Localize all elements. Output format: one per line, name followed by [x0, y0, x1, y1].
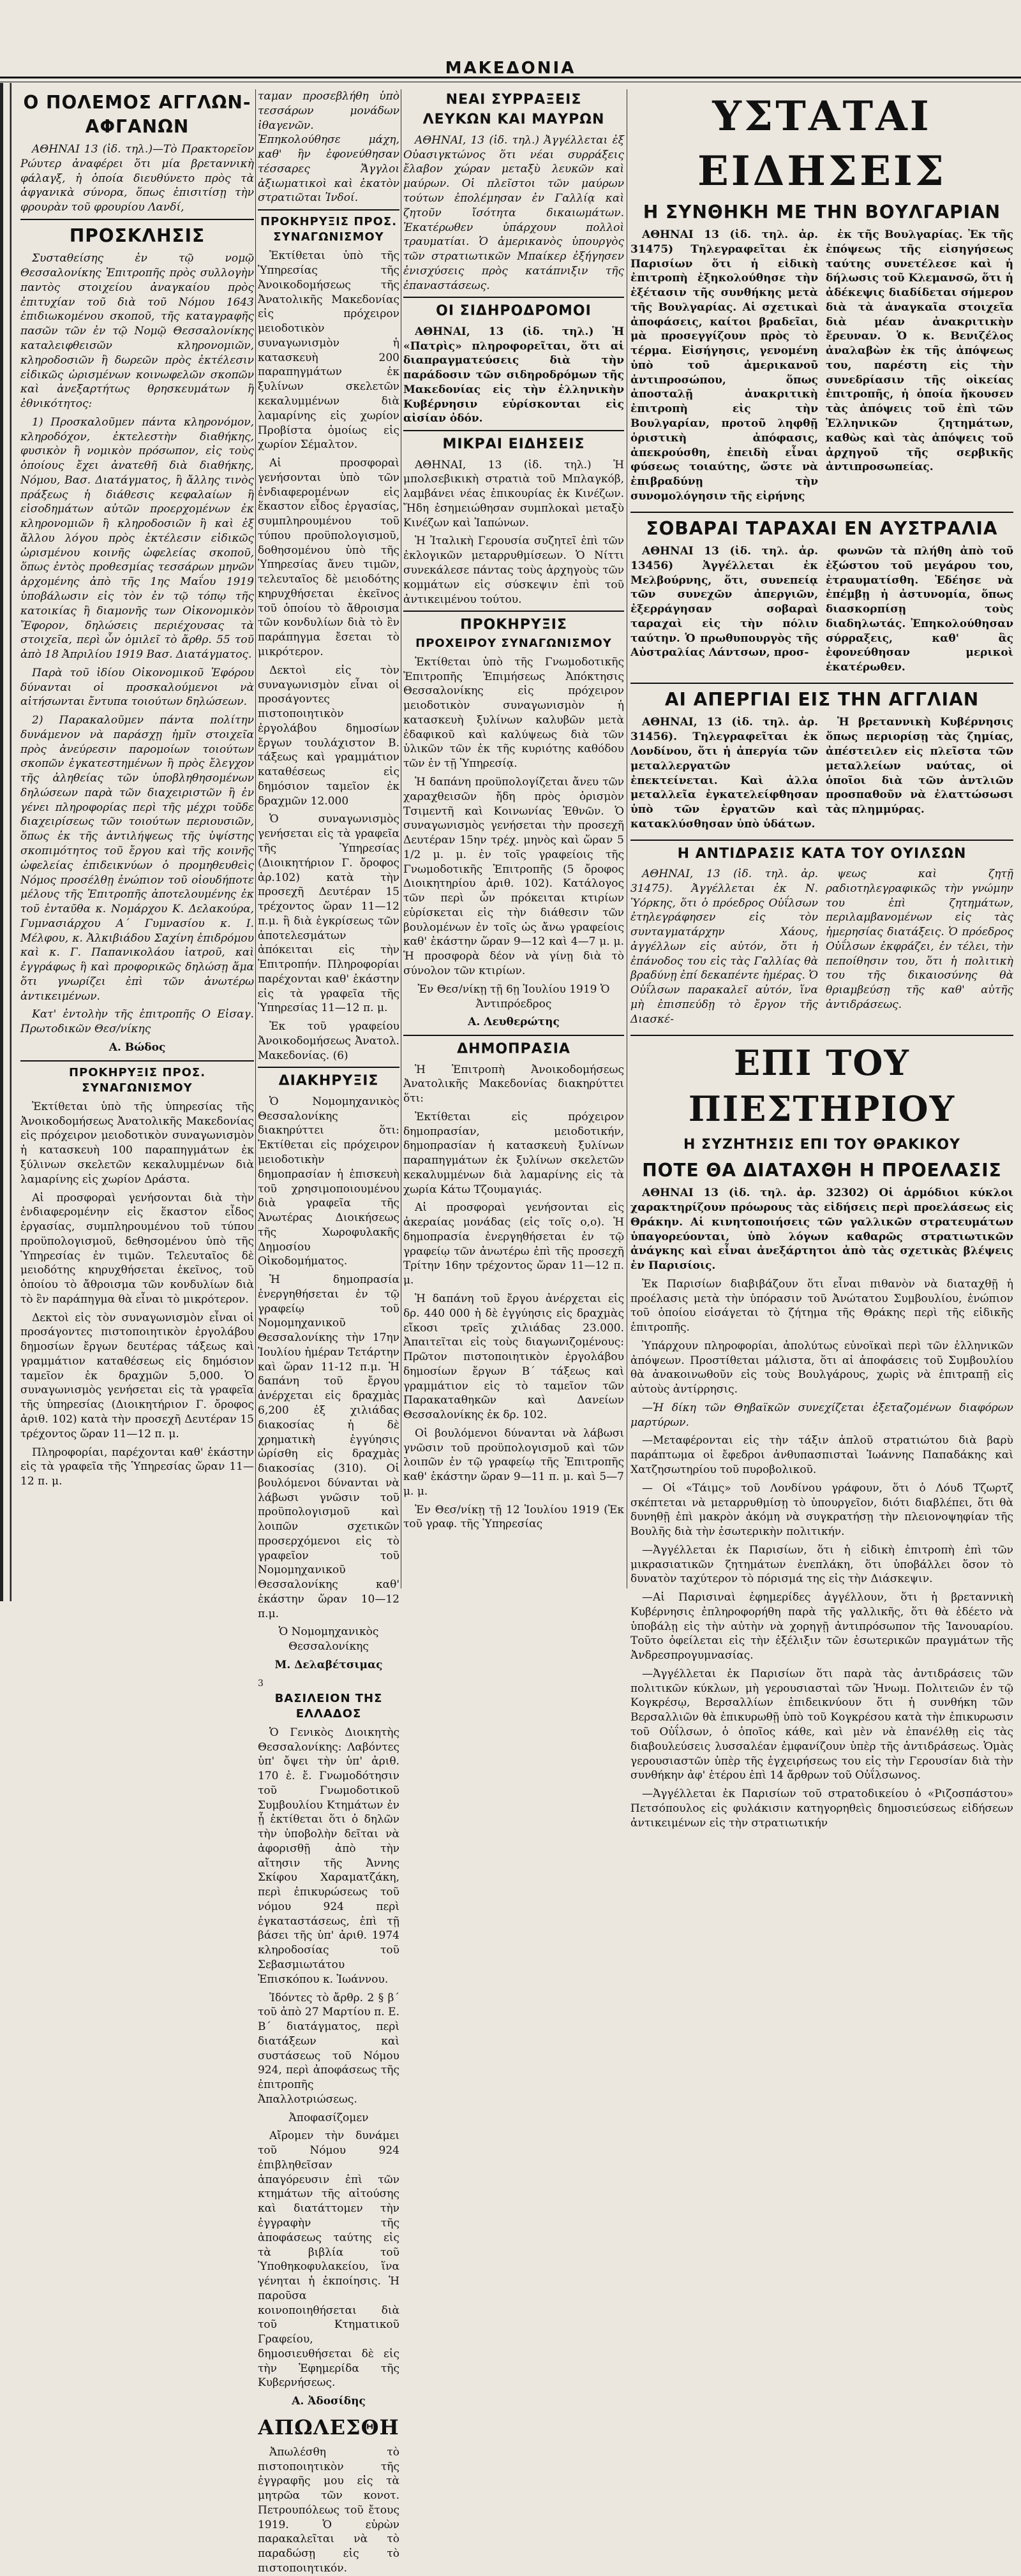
apergiai-body2: Ἡ βρεταννικὴ Κυβέρνησις ὅπως περιορίσῃ τὰς ζημίας, ἀπέστειλεν εἰς πλεῖστα τῶν μεταλλείων ναύτας, οἱ ὁποῖοι διὰ τῶν ἀντλιῶν προσπαθοῦν νὰ ἐλαττώσωσι τὰς πλημμύρας.: [826, 716, 1013, 817]
headline-prokiryxis: ΠΡΟΚΗΡΥΞΙΣ ΠΡΟΣ. ΣΥΝΑΓΩΝΙΣΜΟΥ: [260, 215, 398, 244]
prok-body3: Δεκτοὶ εἰς τὸν συναγωνισμὸν εἶναι οἱ προσάγοντες πιστοποιητικὸν ἐργολάβου δημοσίων ἔργων τουλάχιστον Β. τάξεως καὶ γραμμάτιον καταθέσεως εἰς δημόσιον ταμεῖον ἐκ δραχμῶν 12.000: [258, 663, 399, 808]
dimoprasia-body6: Ἐν Θεσ/νίκῃ τῇ 12 Ἰουλίου 1919 (Ἐκ τοῦ γραφ. τῆς Ὑπηρεσίας: [403, 1503, 624, 1531]
diak-body3: Ὁ Νομομηχανικὸς Θεσσαλονίκης: [278, 1625, 379, 1654]
article-war-cont: ταμαν προσεβλήθη ὑπὸ τεσσάρων μονάδων ἰθαγενῶν. Ἐπηκολούθησε μάχη, καθ' ἣν ἐφονεύθησαν τέσσαρες Ἄγγλοι ἀξιωματικοὶ καὶ ἑκατὸν στρατιῶται Ἰνδοί.: [258, 90, 399, 205]
rule: [630, 683, 1013, 684]
prok-col2-body3: Ἐν Θεσ/νίκῃ τῇ 6ῃ Ἰουλίου 1919 Ὁ Ἀντιπρόεδρος: [417, 982, 610, 1010]
proklisis-point-1: 1) Προσκαλοῦμεν πάντα κληρονόμον, κληροδόχον, ἐκτελεστὴν διαθήκης, φυσικὸν ἢ νομικὸν πρόσωπον, εἰς τοὺς ὁποίους ἔχει ἀνατεθῆ διὰ διαθήκης, Νόμου, Βασ. Διατάγματος, ἢ ἄλλης τινὸς πράξεως ἡ διάθεσις κεφαλαίων ἢ εἰσοδημάτων αὐτῶν προερχομένων ἐκ κληρονομιῶν ἢ κληροδοσιῶν ἢ καὶ ἐξ ἄλλου λόγου πρὸς ἐκτέλεσιν εἰδικῶς ὡρισμένου κοινῆς ὠφελείας σκοποῦ, ὅπως ἐντὸς προθεσμίας τεσσάρων μηνῶν ἀρχομένης ἀπὸ τῆς 1ης Μαΐου 1919 ὑποβάλωσιν εἰς τὸν ἐν τῷ τόπῳ τῆς κατοικίας ἢ διαμονῆς των Οἰκονομικὸν Ἔφορον, δηλώσεις περιέχουσας τὰ στοιχεῖα, περὶ ὧν ὁμιλεῖ τὸ ἄρθρ. 55 τοῦ ἀπὸ 18 Ἀπριλίου 1919 Βασ. Διατάγματος.: [20, 415, 254, 662]
column-2: [403, 89, 624, 1588]
synthiki-body2: ἐκ τῆς Βουλγαρίας. Ἐκ τῆς ἐπόψεως τῆς εἰσηγήσεως ταύτης συνετέλεσε καὶ ἡ δήλωσις τοῦ Κλεμανσῶ, ὅτι ἡ ἀδέκεψις διαδίδεται σήμερον διὰ τὰ ἀναγκαῖα στοιχεῖα διὰ μέαν ἀνακριτικὴν ἔρευναν. Ὁ κ. Βενιζέλος ἀναλαβὼν ἐκ τῆς ἀπόψεως του, παρέστη εἰς τὴν συνεδρίασιν τῆς οἰκείας ἐπιτροπῆς, ἡ ὁποία ἤκουσεν τὰς ἀπόψεις τοῦ ἐπὶ τῶν Ἑλληνικῶν ζητημάτων, καθὼς καὶ τὰς ἀπόψεις τοῦ ἀρχηγοῦ τῆς σερβικῆς ἀντιπροσωπείας.: [826, 228, 1013, 474]
prok2-body: Ἐκτίθεται ὑπὸ τῆς ὑπηρεσίας τῆς Ἀνοικοδομήσεως Ἀνατολικῆς Μακεδονίας εἰς πρόχειρον μειοδοτικὸν συναγωνισμὸν ἡ κατασκευὴ 100 παραπηγμάτων ἐκ ξύλινων σκελετῶν κεκαλυμμένων διὰ λαμαρίνης εἰς χωρίον Δράστα.: [20, 1100, 254, 1186]
signature-vodos: Α. Βώδος: [108, 1040, 166, 1054]
headline-antidrasis: Η ΑΝΤΙΔΡΑΣΙΣ ΚΑΤΑ ΤΟΥ ΟΥΙΛΣΩΝ: [677, 845, 967, 862]
masthead: ΜΑΚΕΔΟΝΙΑ: [445, 59, 576, 78]
rule: [20, 1060, 254, 1062]
syrraxeis-body: ΑΘΗΝΑΙ, 13 (ἰδ. τηλ.) Ἀγγέλλεται ἐξ Οὐασιγκτώνος ὅτι νέαι συρράξεις ἔλαβον χώραν μεταξὺ λευκῶν καὶ μαύρων. Οἱ πλεῖστοι τῶν μαύρων τούτων ἐπολέμησαν ἐν Γαλλίᾳ καὶ ζητοῦν ἴσότητα δικαιωμάτων. Ἐκατέρωθεν ὑπάρχουν πολλοὶ τραυματίαι. Ὁ ἀμερικανὸς ὑπουργὸς τῶν στρατιωτικῶν Μπαίκερ ἐξήγησεν ἐνισχύσεις πρὸς κατάπνιξιν τῆς ἐπαναστάσεως.: [403, 133, 624, 292]
antidrasis-body: ΑΘΗΝΑΙ, 13 (ἰδ. τηλ. ἀρ. 31475). Ἀγγέλλεται ἐκ Ν. Ὑόρκης, ὅτι ὁ πρόεδρος Οὐΐλσων ἐτηλεγράφησεν εἰς τὸν συνταγματάρχην Χάους, ἀγγέλλων εἰς αὐτόν, ὅτι ἡ ἐπάνοδος του εἰς τὰς Γαλλίας θὰ βραδύνῃ ἐπί δεκαπέντε ἡμέρας. Ὁ Οὐΐλσων παρακαλεῖ αὐτόν, ἵνα μὴ ἐπισπεύδῃ τὸ ἔργον τῆς Διασκέ-: [630, 868, 818, 1026]
headline-piestirio: ΕΠΙ ΤΟΥ ΠΙΕΣΤΗΡΙΟΥ: [688, 1042, 956, 1129]
apol-body: Ἀπωλέσθη τὸ πιστοποιητικὸν τῆς ἐγγραφῆς μου εἰς τὰ μητρῶα τῶν κονοτ. Πετρουπόλεως τοῦ ἔτους 1919. Ὁ εὑρὼν παρακαλεῖται νὰ τὸ παραδώσῃ εἰς τὸ πιστοποιητικόν.: [258, 2445, 399, 2575]
column-1: [20, 89, 254, 1588]
headline-prokiryxis-col2: ΠΡΟΚΗΡΥΞΙΣ: [460, 617, 567, 633]
dimoprasia-body5: Οἱ βουλόμενοι δύνανται νὰ λάβωσι γνῶσιν τοῦ προϋπολογισμοῦ καὶ τῶν λοιπῶν ἐν τῷ γραφείῳ τῆς Ἐπιτροπῆς καθ' ἑκάστην ὥραν 9—11 π. μ. καὶ 5—7 μ. μ.: [403, 1426, 624, 1498]
rule: [630, 512, 1013, 513]
headline-vasileion: ΒΑΣΙΛΕΙΟΝ ΤΗΣ ΕΛΛΑΔΟΣ: [274, 1691, 383, 1721]
signature-adosidis: Α. Ἀδοσίδης: [292, 2395, 366, 2408]
headline-diakiryxis: ΔΙΑΚΗΡΥΞΙΣ: [278, 1073, 379, 1090]
avstralia-body: ΑΘΗΝΑΙ 13 (ἰδ. τηλ. ἀρ. 13456) Ἀγγέλλεται ἐκ Μελβούρνης, ὅτι, συνεπείᾳ τῶν συνεχῶν ἀπεργιῶν, ἐξερράγησαν σοβαραὶ ταραχαὶ εἰς τὴν πόλιν ταύτην. Ὁ πρωθυπουργὸς τῆς Αὐστραλίας Λάντσων, προσ-: [630, 545, 818, 660]
mikrai-body2: Ἡ Ἰταλικὴ Γερουσία συζητεῖ ἐπὶ τῶν ἐκλογικῶν μεταρρυθμίσεων. Ὁ Νίττι συνεκάλεσε πάντας τοὺς ἀρχηγοὺς τῶν κομμάτων εἰς σύσκεψιν ἐπὶ τοῦ ἀντικειμένου τούτου.: [403, 535, 624, 606]
headline-prokiryxis-2: ΠΡΟΚΗΡΥΞΙΣ ΠΡΟΣ. ΣΥΝΑΓΩΝΙΣΜΟΥ: [68, 1065, 206, 1095]
article-war-lead: ΑΘΗΝΑΙ 13 (ἰδ. τηλ.)—Τὸ Πρακτορεῖον Ρώυτερ ἀναφέρει ὅτι μία βρεταννικὴ φάλαγξ, ἡ ὁποία διευθύνετο πρὸς τὰ ἀφγανικὰ σύνορα, ὅπως ἐπισιτίσῃ τὴν φρουρὰν τοῦ φρουρίου Λανδί,: [20, 143, 254, 214]
mikrai-body: ΑΘΗΝΑΙ, 13 (ἰδ. τηλ.) Ἡ μπολσεβικικὴ στρατιὰ τοῦ Μπλαγκόβ, λαμβάνει νέας ἐπικουρίας ἐκ Κινέζων. Ἤδη ἐσημειώθησαν συμπλοκαὶ μεταξὺ Κινέζων καὶ Ἰαπώνων.: [403, 458, 624, 529]
proelasis-body10: —Ἀγγέλλεται ἐκ Παρισίων τοῦ στρατοδικείου ὁ «Ριζοσπάστου» Πετσόπουλος εἰς φυλάκισιν κατηγορηθεὶς δημοσιεύσεως εἰδήσεων ἀντικειμένων εἰς τὴν στρατιωτικήν: [630, 1788, 1013, 1830]
rule: [630, 1035, 1013, 1036]
prok-body2: Αἱ προσφοραὶ γενήσονται ὑπὸ τῶν ἐνδιαφερομένων εἰς ἕκαστον εἶδος ἐργασίας, συμπληρουμένου τοῦ τύπου προϋπολογισμοῦ, δοθησομένου ὑπὸ τῆς Ὑπηρεσίας ἄνευ τιμῶν, τελευταῖος δὲ μειοδότης κηρυχθήσεται ἐκεῖνος τοῦ ὁποίου τὸ ἄθροισμα τῶν κονδυλίων διὰ τὸ ἓν παράπηγμα ἔσεται τὸ μικρότερον.: [258, 457, 399, 659]
diak-body: Ὁ Νομομηχανικὸς Θεσσαλονίκης διακηρύττει ὅτι: Ἐκτίθεται εἰς πρόχειρον μειοδοτικὴν δημοπρασίαν ἡ ἐπισκευὴ τοῦ χρησιμοποιουμένου διὰ γραφεῖα τῆς Ἀνωτέρας Διοικήσεως τῆς Χωροφυλακῆς Δημοσίου Οἰκοδομήματος.: [258, 1095, 399, 1268]
proelasis-body: ΑΘΗΝΑΙ 13 (ἰδ. τηλ. ἀρ. 32302) Οἱ ἁρμόδιοι κύκλοι χαρακτηρίζουν πρόωρους τὰς εἰδήσεις περὶ προελάσεως εἰς Θράκην. Αἱ κινητοποιήσεις τῶν γαλλικῶν στρατευμάτων ὑπαγορεύονται, ὑπὸ λόγων καθαρῶς στρατιωτικῶν ἀνάγκης καὶ εἶναι ἀνεξάρτητοι ἀπὸ τὰς σχετικὰς βλέψεις ἐν Παρισίοις.: [630, 1187, 1013, 1273]
avstralia-columns: [630, 544, 1013, 679]
synthiki-columns: [630, 228, 1013, 508]
proelasis-body3: Ὑπάρχουν πληροφορίαι, ἀπολύτως εὐνοϊκαὶ περὶ τῶν ἑλληνικῶν ἀπόψεων. Προστίθεται μάλιστα, ὅτι αἱ ἀποφάσεις τοῦ Συμβουλίου θὰ ἀνακοινωθοῦν εἰς τοὺς Βουλγάρους, χωρὶς νὰ ἐπιτραπῇ εἰς αὐτοὺς ἀντίρρησις.: [630, 1339, 1013, 1396]
synthiki-body: ΑΘΗΝΑΙ 13 (ἰδ. τηλ. ἀρ. 31475) Τηλεγραφεῖται ἐκ Παρισίων ὅτι ἡ εἰδικὴ ἐπιτροπὴ ἐξηκολούθησε τὴν ἐξέτασιν τῆς συνθήκης μετὰ τῆς Βουλγαρίας. Αἱ σχετικαὶ ἀποφάσεις, καίτοι βραδεῖαι, μὰ προσεγγίζουν πρὸς τὸ τέρμα. Εἰσήγησις, γενομένη ὑπὸ τοῦ ἀμερικανοῦ ἀντιπροσώπου, ὅπως ἀποσταλῇ ἀνακριτικὴ ἐπιτροπὴ εἰς τὴν Βουλγαρίαν, προτοῦ ληφθῇ ὁριστικὴ ἀπόφασις, ἀπεκρούσθη, ἐπειδὴ εἶναι φύσεως τοιαύτης, ὥστε νὰ ἐπιβραδύνῃ τὴν συνομολόγησιν τῆς εἰρήνης: [630, 228, 818, 503]
headline-proelasis: ΠΟΤΕ ΘΑ ΔΙΑΤΑΧΘΗ Η ΠΡΟΕΛΑΣΙΣ: [642, 1159, 1002, 1181]
sidirodromoi-body: ΑΘΗΝΑΙ, 13 (ἰδ. τηλ.) Ἡ «Πατρὶς» πληροφορεῖται, ὅτι αἱ διαπραγματεύσεις διὰ τὴν παράδοσιν τῶν σιδηροδρόμων τῆς Μακεδονίας εἰς τὴν ἑλληνικὴν Κυβέρνησιν εὑρίσκονται εἰς αἰσίαν ὁδόν.: [403, 325, 624, 426]
rule: [403, 430, 624, 431]
proelasis-body2: Ἐκ Παρισίων διαβιβάζουν ὅτι εἶναι πιθανὸν νὰ διαταχθῇ ἡ προέλασις μετὰ τὴν ὑπόρασιν τοῦ Ἀνώτατου Συμβουλίου, ἐνώπιον τοῦ ὁποίου εἰσάγεται τὸ ζήτημα τῆς Θράκης περὶ τῆς εἰδικῆς ἐπιτροπῆς.: [630, 1277, 1013, 1335]
dimoprasia-body: Ἡ Ἐπιτροπὴ Ἀνοικοδομήσεως Ἀνατολικῆς Μακεδονίας διακηρύττει ὅτι:: [403, 1063, 624, 1106]
apergiai-columns: [630, 715, 1013, 835]
rule: [258, 209, 399, 211]
dimoprasia-body2: Ἐκτίθεται εἰς πρόχειρον δημοπρασίαν, μειοδοτικήν, δημοπρασίαν ἡ κατασκευὴ ξυλίνων παραπηγμάτων ἐκ ξυλίνων σκελετῶν κεκαλυμμένων διὰ λαμαρίνης εἰς τὰ χωρία Κάτω Τζουμαγιάς.: [403, 1110, 624, 1196]
signature-leftherotis: Α. Λευθερώτης: [468, 1016, 560, 1029]
proelasis-body4: —Ἡ δίκη τῶν Θηβαϊκῶν συνεχίζεται ἐξεταζομένων διαφόρων μαρτύρων.: [630, 1401, 1013, 1429]
proklisis-point-2b: Κατ' ἐντολὴν τῆς ἐπιτροπῆς Ο Εἰσαγ. Πρωτοδικῶν Θεσ/νίκης: [20, 1008, 254, 1036]
headline-mikrai: ΜΙΚΡΑΙ ΕΙΔΗΣΕΙΣ: [442, 436, 585, 453]
prok-body: Ἐκτίθεται ὑπὸ τῆς Ὑπηρεσίας τῆς Ἀνοικοδομήσεως τῆς Ἀνατολικῆς Μακεδονίας εἰς πρόχειρον μειοδοτικὸν συναγωνισμὸν ἡ κατασκευὴ 200 παραπηγμάτων ἐκ ξυλίνων σκελετῶν κεκαλυμμένων διὰ λαμαρίνης εἰς χωρίον Προβίστα ὁμοίως εἰς χωρίον Σέμαλτον.: [258, 249, 399, 452]
column-1b: [258, 89, 399, 2575]
vas-body3: Ἀποφασίζομεν: [288, 2111, 369, 2124]
diak-body2: Ἡ δημοπρασία ἐνεργηθήσεται ἐν τῷ γραφείῳ τοῦ Νομομηχανικοῦ Θεσσαλονίκης τὴν 17ην Ἰουλίου ἡμέραν Τετάρτην καὶ ὥραν 11-12 π.μ. Ἡ δαπάνη τοῦ ἔργου ἀνέρχεται εἰς δραχμὰς 6,200 ἐξ χιλιάδας διακοσίας ἡ δὲ χρηματικὴ ἐγγύησις ὡρίσθη εἰς δραχμὰς διακοσίας (310). Οἱ βουλόμενοι δύνανται νὰ λάβωσι γνῶσιν τοῦ προϋπολογισμοῦ καὶ λοιπῶν σχετικῶν προσερχόμενοι εἰς τὸ γραφεῖον τοῦ Νομομηχανικοῦ Θεσσαλονίκης καθ' ἑκάστην ὥραν 10—12 π.μ.: [258, 1273, 399, 1620]
headline-war: Ο ΠΟΛΕΜΟΣ ΑΓΓΛΩΝ-ΑΦΓΑΝΩΝ: [23, 92, 251, 137]
antidrasis-columns: [630, 867, 1013, 1030]
headline-prokiryxis-col2-sub: ΠΡΟΧΕΙΡΟΥ ΣΥΝΑΓΩΝΙΣΜΟΥ: [415, 636, 612, 650]
headline-dimoprasia: ΔΗΜΟΠΡΑΣΙΑ: [457, 1041, 570, 1058]
headline-apolesthi: ΑΠΩΛΕΣΘΗ: [258, 2415, 399, 2439]
dimoprasia-body3: Αἱ προσφοραὶ γενήσονται εἰς ἀκεραίας μονάδας (εἰς τοῖς ο,ο). Ἡ δημοπρασία ἐνεργηθήσεται ἐν τῷ γραφείῳ τῶν ἀνωτέρω ἐπὶ τῆς προσεχῆ Τρίτην 16ην τρέχοντος ὥραν 11—12 π. μ.: [403, 1201, 624, 1287]
prok-body5: Ἐκ τοῦ γραφείου Ἀνοικοδομήσεως Ἀνατολ. Μακεδονίας. (6): [258, 1020, 399, 1062]
signature-delavetsimas: Μ. Δελαβέτσιμας: [274, 1659, 383, 1672]
headline-avstralia: ΣΟΒΑΡΑΙ ΤΑΡΑΧΑΙ ΕΝ ΑΥΣΤΡΑΛΙΑ: [646, 517, 998, 539]
proelasis-body8: —Αἱ Παρισιναὶ ἐφημερίδες ἀγγέλλουν, ὅτι ἡ βρεταννικὴ Κυβέρνησις ἐπληροφορήθη παρὰ τῆς γαλλικῆς, ὅτι θὰ ἐδέετο νὰ ὑποβάλῃ εἰς τὴν αὐτὴν νὰ χορηγῇ ἀντιπρόσωπον τῆς Ἰανουαρίου. Τοῦτο ὀφείλεται εἰς τὴν ἐξέλιξιν τῶν ἐσωτερικῶν πραγμάτων τῆς Ἀνδρεσπρογυμνασίας.: [630, 1591, 1013, 1662]
rule: [20, 219, 254, 220]
column-3: [630, 89, 1013, 1830]
proelasis-body5: —Μεταφέρονται εἰς τὴν τάξιν ἁπλοῦ στρατιώτου διὰ βαρὺ παράπτωμα οἱ ἔφεδροι ἀνθυπασπισταὶ Ἰωάννης Παπαδάκης καὶ Χατζησωτηρίου τοῦ πυροβολικοῦ.: [630, 1434, 1013, 1476]
apergiai-body: ΑΘΗΝΑΙ, 13 (ἰδ. τηλ. ἀρ. 31456). Τηλεγραφεῖται ἐκ Λονδίνου, ὅτι ἡ ἀπεργία τῶν μεταλλεργατῶν ἐπεκτείνεται. Καὶ ἀλλα μεταλλεῖα ἐγκατελείφθησαν ὑπὸ τῶν ἐργατῶν καὶ κατακλύσθησαν ὑπὸ ὑδάτων.: [630, 716, 818, 831]
antidrasis-body2: ψεως καὶ ζητῇ ραδιοτηλεγραφικῶς τὴν γνώμην του ἐπὶ ζητημάτων, περιλαμβανομένων εἰς τὰς ἡμερησίας διατάξεις. Ὁ πρόεδρος Οὐΐλσων ἐκφράζει, ἐν τέλει, τὴν πεποίθησιν του, ὅτι ἡ πολιτικὴ του τῆς δικαιοσύνης θὰ θριαμβεύσῃ τῆς καθ' αὐτῆς ἀντιδράσεως.: [826, 868, 1013, 1011]
rule: [403, 611, 624, 612]
vas-body4: Αἴρομεν τὴν δυνάμει τοῦ Νόμου 924 ἐπιβληθεῖσαν ἀπαγόρευσιν ἐπὶ τῶν κτημάτων τῆς αἰτούσης καὶ διατάττομεν τὴν ἐγγραφὴν τῆς ἀποφάσεως ταύτης εἰς τὰ βιβλία τοῦ Ὑποθηκοφυλακείου, ἵνα γένηται ἡ ἐκποίησις. Ἡ παροῦσα κοινοποιηθήσεται διὰ τοῦ Κτηματικοῦ Γραφείου, δημοσιευθήσεται δὲ εἰς τὴν Ἐφημερίδα τῆς Κυβερνήσεως.: [258, 2129, 399, 2390]
headline-ystatai: ΥΣΤΑΤΑΙ ΕΙΔΗΣΕΙΣ: [697, 93, 947, 195]
rule: [630, 840, 1013, 841]
proklisis-point-2: 2) Παρακαλοῦμεν πάντα πολίτην δυνάμενον νὰ παράσχῃ ἡμῖν στοιχεῖα πρὸς ἀνεύρεσιν παρομοίων τοιούτων σκοπῶν ἐγκατεστημένων ἢ πρὸς ἔλεγχον τῆς ἀληθείας τῶν ὑποβληθησομένων δηλώσεων παρὰ τῶν διαχειριστῶν ἢ ἐν γένει πληροφορίας περὶ τῆς μέχρι τοῦδε διαχειρίσεως τῶν τοιούτων περιουσιῶν, ὅπως ἐκ τῆς ἀντιλήψεως τῆς ὑψίστης σκοπιμότητος τοῦ ἔργου καὶ τῆς κοινῆς ὠφελείας ἐπιδεικνύων ὁ προμηθευθεὶς Νόμος προσέλθῃ ἐνώπιον τοῦ οἰουδήποτε μέλους τῆς Ἐπιτροπῆς ἀποτελουμένης ἐκ τοῦ ἐνταῦθα κ. Νομάρχου Κ. Δελακούρα, Γυμνασιάρχου Α΄ Γυμνασίου κ. Ι. Μέλφου, κ. Ἀλκιβιάδου Σαχίνη ἐπιδρόμου καὶ κ. Γ. Παπανικολάου ἰατροῦ, καὶ ἐγγράφως ἢ καὶ προφορικῶς δηλώσῃ ἅμα ὅτι γνωρίζει ἐπὶ τῶν ἀνωτέρω ἀντικειμένων.: [20, 714, 254, 1003]
proklisis-body: Συσταθείσης ἐν τῷ νομῷ Θεσσαλονίκης Ἐπιτροπῆς πρὸς συλλογὴν παντὸς στοιχείου ἀναγκαίου πρὸς ἐπιτυχίαν τοῦ διὰ τοῦ Νόμου 1643 ἐπιδιωκομένου σκοποῦ, τῆς καταγραφῆς πασῶν τῶν ἐν τῷ Νομῷ Θεσσαλονίκης καταλειφθεισῶν κληρονομιῶν, κληροδοσιῶν ἢ δωρεῶν πρὸς ἐκτέλεσιν εἰδικῶς ὡρισμένων κοινωφελῶν σκοπῶν καὶ ἀνεξαρτήτως θρησκευμάτων ἢ ἐθνικότητος:: [20, 252, 254, 411]
rule: [403, 1035, 624, 1036]
ad-number: 3: [258, 1678, 264, 1689]
headline-apergiai: ΑΙ ΑΠΕΡΓΙΑΙ ΕΙΣ ΤΗΝ ΑΓΓΛΙΑΝ: [664, 688, 980, 710]
previous-page-edge: [0, 83, 17, 1601]
proelasis-body7: —Ἀγγέλλεται ἐκ Παρισίων, ὅτι ἡ εἰδικὴ ἐπιτροπὴ ἐπὶ τῶν μικρασιατικῶν ζητημάτων ἐνεπλάκη, ὅτι ὑποβάλλει ὅσον τὸ δυνατὸν ταχύτερον τὸ πόρισμά της εἰς τὴν Διάσκεψιν.: [630, 1543, 1013, 1586]
rule: [258, 1067, 399, 1068]
dimoprasia-body4: Ἡ δαπάνη τοῦ ἔργου ἀνέρχεται εἰς δρ. 440 000 ἡ δὲ ἐγγύησις εἰς δραχμὰς εἴκοσι τρεῖς χιλιάδας 23.000. Ἀπαιτεῖται εἰς τοὺς διαγωνιζομένους: Πρῶτον πιστοποιητικὸν ἐργολάβου δημοσίων ἔργων Β΄ τάξεως καὶ γραμμάτιον εἰς τὸ ταμεῖον τῶν Παρακαταθηκῶν καὶ Δανείων Θεσσαλονίκης ἐκ δρ. 102.: [403, 1292, 624, 1422]
headline-proklisis: ΠΡΟΣΚΛΗΣΙΣ: [69, 225, 205, 246]
headline-sidirodromoi: ΟΙ ΣΙΔΗΡΟΔΡΟΜΟΙ: [436, 303, 592, 320]
headline-thrakiko: Η ΣΥΖΗΤΗΣΙΣ ΕΠΙ ΤΟΥ ΘΡΑΚΙΚΟΥ: [683, 1137, 961, 1153]
prok-body4: Ὁ συναγωνισμὸς γενήσεται εἰς τὰ γραφεῖα τῆς Ὑπηρεσίας (Διοικητήριον Γ. ὄροφος ἀρ.102) κατὰ τὴν προσεχῆ Δευτέραν 15 τρέχοντος ὥραν 11—12 π.μ. ἢ διὰ ἐγκρίσεως τῶν ἀποτελεσμάτων ἀπόκειται εἰς τὴν Ἐπιτροπήν. Πληροφορίαι παρέχονται καθ' ἑκάστην εἰς τὰ γραφεῖα τῆς Ὑπηρεσίας 11—12 π. μ.: [258, 813, 399, 1015]
avstralia-body2: φωνῶν τὰ πλήθη ἀπὸ τοῦ ἐξώστου τοῦ μεγάρου του, ἐτραυματίσθη. Ἐδέησε νὰ ἐπέμβῃ ἡ ἀστυνομία, ὅπως διασκορπίσῃ τοὺς διαδηλωτάς. Ἐπηκολούθησαν σύρραξεις, καθ' ἃς ἐφονεύθησαν μερικοὶ ἑκατέρωθεν.: [826, 545, 1013, 674]
proelasis-body6: — Οἱ «Τάιμς» τοῦ Λονδίνου γράφουν, ὅτι ὁ Λόυδ Τζωρτζ σκέπτεται νὰ μεταρρυθμίσῃ τὸ ὑπουργεῖον, διότι διαβλέπει, ὅτι θὰ δυνηθῇ ἐπὶ μακρὸν ἀκόμη νὰ συγκρατήσῃ τὴν πλειονοψηφίαν τῆς Βουλῆς διὰ τὴν ἐσωτερικὴν πολιτικήν.: [630, 1481, 1013, 1539]
proelasis-body9: —Ἀγγέλλεται ἐκ Παρισίων ὅτι παρὰ τὰς ἀντιδράσεις τῶν πολιτικῶν κύκλων, μὴ γερουσιασταὶ τῶν Ἠνωμ. Πολιτειῶν ἐν τῷ Κογκρέσῳ, Βερσαλλίων ἐπιδεικνύουν ὅτι ἡ συνθήκη τῶν Βερσαλλιῶν θὰ ἐπικυρωθῇ ὑπὸ τοῦ Κογκρέσου κατὰ τὴν ἐπικυρωσιν τοῦ Οὐΐλσων, ὁ ὁποῖος κάθε, καὶ μὲν νὰ ἐπανέλθῃ εἰς τὰς διαβουλεύσεις λυσσαλέαν ἐμφανίζουν ὑπὲρ τῆς ἀντιδράσεως. Ὁμὰς γερουσιαστῶν ὑπὲρ τῆς ἐγχειρήσεως του εἰς τὴν Γερουσίαν διὰ τὴν συνθήκην ἀφ' ἑτέρου ἐπὶ 14 ἄρθρων τοῦ Οὐΐλσωνος.: [630, 1667, 1013, 1782]
rule: [403, 297, 624, 298]
headline-syrraxeis-sub: ΛΕΥΚΩΝ ΚΑΙ ΜΑΥΡΩΝ: [422, 112, 605, 128]
prok-col2-body: Ἐκτίθεται ὑπὸ τῆς Γνωμοδοτικῆς Ἐπιτροπῆς Ἐπιμήσεως Ἀπόκτησις Θεσσαλονίκης εἰς πρόχειρον μειοδοτικὸν συναγωνισμὸν ἡ κατασκευὴ ξυλίνων καλυβῶν μετὰ ἐδαφικοῦ καὶ καλύψεως διὰ τῶν ὑλικῶν τῶν ἐκ τῆς κυριότης καθόδου τῶν ἐν τῇ Ὑπηρεσίᾳ.: [403, 655, 624, 771]
prok2-body2: Αἱ προσφοραὶ γενήσονται διὰ τὴν ἐνδιαφερομένην εἰς ἕκαστον εἶδος ἐργασίας, συμπληρουμένου τοῦ τύπου προϋπολογισμοῦ, δεθησομένου ὑπὸ τῆς Ὑπηρεσίας ἐν τιμῶν. Τελευταῖος δὲ μειοδότης κηρυχθήσεται ἐκεῖνος, τοῦ ὁποίου τὸ ἄθροισμα τῶν κονδυλίων διὰ τὸ ἓν παράπηγμα θὰ εἶναι τὸ μικρότερον.: [20, 1191, 254, 1306]
vas-body: Ὁ Γενικὸς Διοικητὴς Θεσσαλονίκης: Λαβόντες ὑπ' ὄψει τὴν ὑπ' ἀριθ. 170 ἐ. ἔ. Γνωμοδότησιν τοῦ Γνωμοδοτικοῦ Συμβουλίου Κτημάτων ἐν ᾗ ἐκτίθεται ὅτι ὁ δηλῶν τὴν ὑποβολὴν δεῖται νὰ ἀφορισθῇ ἀπὸ τὴν αἴτησιν τῆς Ἀννης Σκίφου Χαραματζάκη, περὶ ἐπικυρώσεως τοῦ νόμου 924 περὶ ἐγκαταστάσεως, ἐπὶ τῇ βάσει τῆς ὑπ' ἀριθ. 1974 κληροδοσίας τοῦ Σεβασμιωτάτου Ἐπισκόπου κ. Ἰωάννου.: [258, 1726, 399, 1986]
proklisis-point-1b: Παρὰ τοῦ ἰδίου Οἰκονομικοῦ Ἐφόρου δύνανται οἱ προσκαλούμενοι νὰ αἰτήσωνται ἔντυπα τοιούτων δηλώσεων.: [20, 666, 254, 709]
headline-syrraxeis: ΝΕΑΙ ΣΥΡΡΑΞΕΙΣ: [445, 92, 582, 108]
prok2-body4: Πληροφορίαι, παρέχονται καθ' ἑκάστην εἰς τὰ γραφεῖα τῆς Ὑπηρεσίας ὥραν 11—12 π. μ.: [20, 1446, 254, 1488]
prok2-body3: Δεκτοὶ εἰς τὸν συναγωνισμὸν εἶναι οἱ προσάγοντες πιστοποιητικὸν ἐργολάβου δημοσίων ἔργων δευτέρας τάξεως καὶ γραμμάτιον καταθέσεως εἰς δημόσιον ταμεῖον ἐκ δραχμῶν 5,000. Ὁ συναγωνισμὸς γενήσεται εἰς τὰ γραφεῖα τῆς ὑπηρεσίας (Διοικητήριον Γ. ὄροφος ἀριθ. 102) κατὰ τὴν προσεχῆ Δευτέραν 15 τρέχοντος ὥραν 11—12 π. μ.: [20, 1311, 254, 1440]
prok-col2-body2: Ἡ δαπάνη προϋπολογίζεται ἄνευ τῶν χαραχθεισῶν ἤδη πρὸς ὁρισμὸν Τσιμεντῆ καὶ Κοινωνίας Ἐθνῶν. Ὁ συναγωνισμὸς γενήσεται τὴν προσεχῆ Δευτέραν 15ην τρέχ. μηνὸς καὶ ὥραν 5 1/2 μ. μ. ἐν τοῖς γραφείοις τῆς Γνωμοδοτικῆς Ἐπιτροπῆς (5 ὄροφος Διοικητηρίου ἀριθ. 102). Κατάλογος τῶν περὶ ὧν πρόκειται κτιρίων εὑρίσκεται εἰς τὴν διάθεσιν τῶν βουλομένων ἐν τοῖς ὡς ἄνω γραφείοις καθ' ἑκάστην ὥραν 9—12 καὶ 4—7 μ. μ. Ἡ προσφορὰ δέον νὰ γίνῃ διὰ τὸ σύνολον τῶν κτιρίων.: [403, 776, 624, 977]
top-rule: [0, 77, 1021, 78]
column-divider: [255, 89, 256, 1588]
headline-synthiki: Η ΣΥΝΘΗΚΗ ΜΕ ΤΗΝ ΒΟΥΛΓΑΡΙΑΝ: [643, 201, 1001, 223]
vas-body2: Ἰδόντες τὸ ἄρθρ. 2 § β΄ τοῦ ἀπὸ 27 Μαρτίου π. Ε. Β΄ διατάγματος, περὶ διατάξεων καὶ συστάσεως τοῦ Νόμου 924, περὶ ἀποφάσεως τῆς ἐπιτροπῆς Ἀπαλλοτριώσεως.: [258, 1991, 399, 2106]
